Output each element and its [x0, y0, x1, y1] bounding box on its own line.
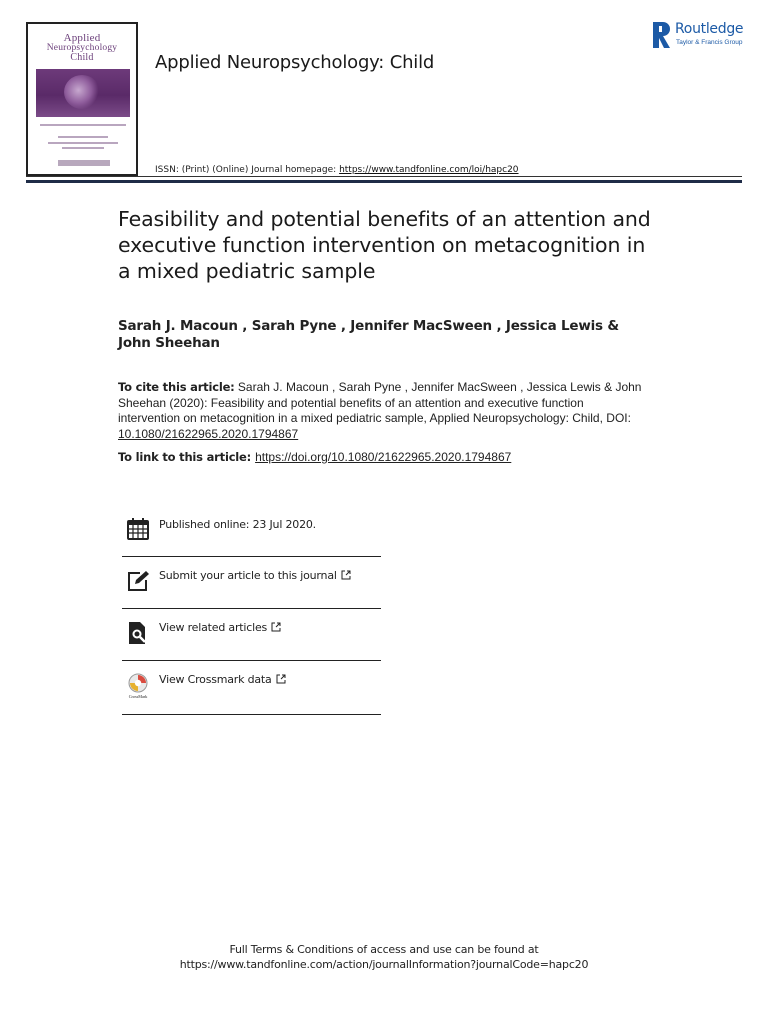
article-doi-link[interactable]: https://doi.org/10.1080/21622965.2020.1794867 [255, 450, 512, 464]
journal-homepage-link[interactable]: https://www.tandfonline.com/loi/hapc20 [339, 165, 519, 175]
routledge-r-icon [653, 22, 670, 48]
crossmark-row[interactable] [122, 661, 381, 715]
issn-text: ISSN: (Print) (Online) Journal homepage: [155, 165, 340, 175]
routledge-logo[interactable] [652, 20, 748, 50]
publisher-name: Routledge [675, 21, 744, 37]
related-articles-row[interactable] [122, 609, 381, 661]
cover-title-line: Child [70, 52, 94, 63]
cite-doi-link[interactable]: 10.1080/21622965.2020.1794867 [118, 426, 299, 441]
citation-block [118, 380, 648, 442]
edit-note-icon [126, 569, 150, 593]
cover-title-line: Applied [63, 32, 101, 44]
external-link-icon [276, 674, 286, 684]
article-info-list [122, 505, 381, 715]
terms-text: Full Terms & Conditions of access and use can be found at [229, 943, 539, 956]
published-row [122, 505, 381, 557]
related-articles-label: View related articles [159, 621, 268, 634]
article-authors: Sarah J. Macoun , Sarah Pyne , Jennifer MacSween , Jessica Lewis & John Sheehan [118, 318, 619, 351]
crossmark-icon [126, 673, 150, 699]
terms-footer [0, 942, 768, 972]
published-date: Published online: 23 Jul 2020. [159, 518, 316, 531]
cite-label: To cite this article: [118, 380, 235, 394]
article-title: Feasibility and potential benefits of an attention and executive function intervention on metacognition in a mixed pediatric sample [118, 207, 651, 283]
external-link-icon [341, 570, 351, 580]
crossmark-link[interactable] [159, 673, 286, 686]
cover-line [40, 124, 126, 126]
cover-publisher-mark [58, 160, 110, 166]
submit-article-label: Submit your article to this journal [159, 569, 337, 582]
document-search-icon [126, 621, 150, 645]
cover-line [48, 142, 118, 144]
related-articles-link[interactable] [159, 621, 281, 634]
header-rule-thin [26, 176, 742, 177]
cover-title-line: Neuropsychology [46, 43, 118, 53]
cover-line [62, 147, 104, 149]
cite-text: Sarah J. Macoun , Sarah Pyne , Jennifer MacSween , Jessica Lewis & John Sheehan (2020): Feasibility and potential benefits of an attention and executive function intervention on metacognition in a mixed pediatric sample, Applied Neuropsychology: Child, DOI: [118, 380, 642, 425]
calendar-icon [126, 517, 150, 541]
submit-article-row[interactable] [122, 557, 381, 609]
journal-title[interactable]: Applied Neuropsychology: Child [155, 52, 435, 73]
submit-article-link[interactable] [159, 569, 351, 582]
issn-line [155, 165, 519, 175]
journal-cover-image [26, 22, 138, 176]
cover-title [28, 33, 136, 63]
header-rule [26, 180, 742, 183]
terms-url[interactable]: https://www.tandfonline.com/action/journalInformation?journalCode=hapc20 [179, 958, 589, 971]
article-link-line [118, 450, 678, 465]
cover-line [58, 136, 108, 138]
crossmark-label: View Crossmark data [159, 673, 272, 686]
cover-artwork [36, 69, 130, 117]
link-label: To link to this article: [118, 450, 252, 464]
external-link-icon [271, 622, 281, 632]
crossmark-badge-text: CrossMark [128, 694, 148, 699]
publisher-subtitle: Taylor & Francis Group [676, 39, 743, 46]
